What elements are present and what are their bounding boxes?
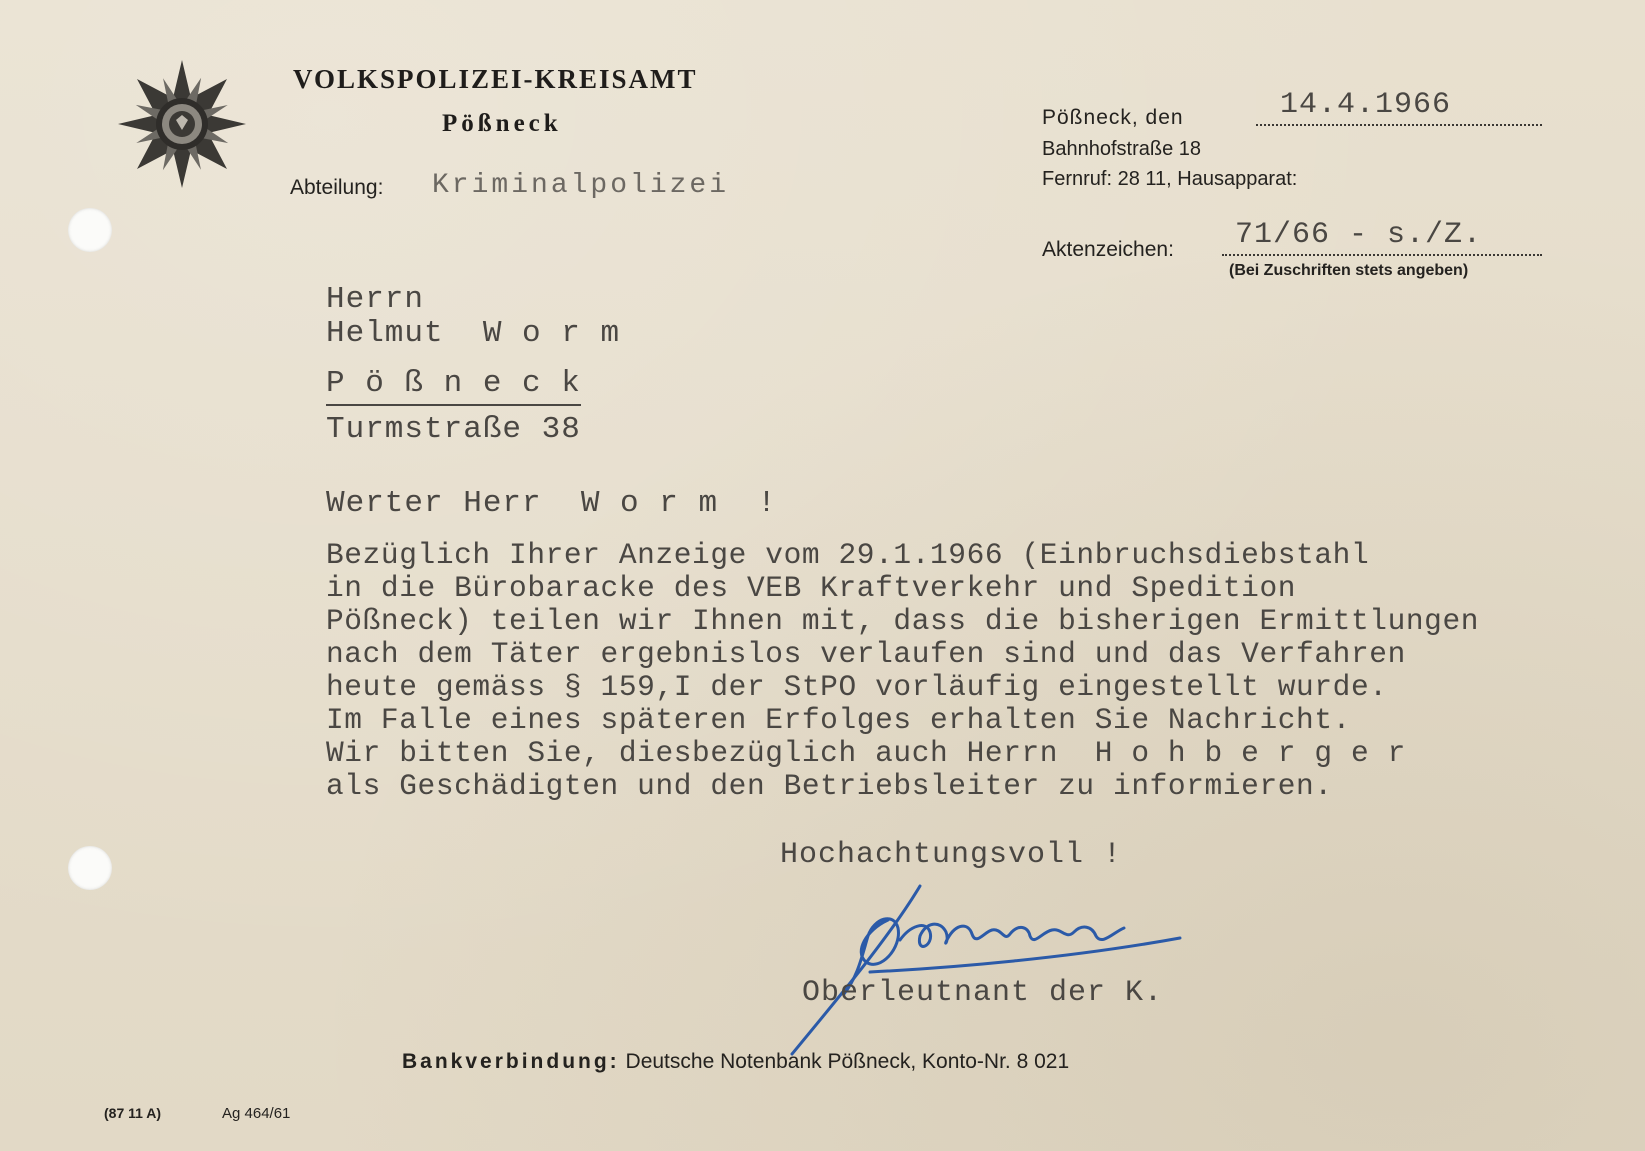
reference-dotted-line [1222, 254, 1542, 256]
punch-hole-bottom [68, 846, 112, 890]
police-star-emblem-icon [118, 58, 246, 190]
recipient-city: P ö ß n e c k [326, 366, 581, 406]
form-number: Ag 464/61 [222, 1105, 291, 1122]
body-line: Bezüglich Ihrer Anzeige vom 29.1.1966 (Einbruchsdiebstahl [326, 538, 1370, 572]
department-value: Kriminalpolizei [432, 170, 730, 201]
bank-value: Deutsche Notenbank Pößneck, Konto-Nr. 8 021 [625, 1050, 1070, 1073]
letter-greeting: Werter Herr W o r m ! [326, 486, 777, 521]
reference-label: Aktenzeichen: [1042, 238, 1174, 261]
handwritten-signature [770, 876, 1230, 1056]
organization-city: Pößneck [442, 110, 562, 137]
punch-hole-top [68, 208, 112, 252]
recipient-name: Helmut W o r m [326, 316, 621, 351]
form-code: (87 11 A) [104, 1105, 162, 1121]
sender-phone: Fernruf: 28 11, Hausapparat: [1042, 168, 1298, 190]
recipient-salutation: Herrn [326, 282, 425, 317]
reference-value: 71/66 - s./Z. [1235, 218, 1483, 252]
body-line: Pößneck) teilen wir Ihnen mit, dass die bisherigen Ermittlungen [326, 604, 1480, 638]
signer-title: Oberleutnant der K. [802, 976, 1164, 1010]
body-line: Wir bitten Sie, diesbezüglich auch Herrn H o h b e r g e r [326, 736, 1406, 770]
reference-note: (Bei Zuschriften stets angeben) [1229, 262, 1469, 279]
place-label: Pößneck, den [1042, 106, 1184, 129]
date-dotted-line [1256, 124, 1542, 126]
body-line: Im Falle eines späteren Erfolges erhalten Sie Nachricht. [326, 703, 1351, 737]
body-line: in die Bürobaracke des VEB Kraftverkehr und Spedition [326, 571, 1297, 605]
body-line: als Geschädigten und den Betriebsleiter zu informieren. [326, 769, 1333, 803]
closing-phrase: Hochachtungsvoll ! [780, 838, 1123, 872]
bank-label: Bankverbindung: [402, 1050, 620, 1073]
body-line: nach dem Täter ergebnislos verlaufen sind und das Verfahren [326, 637, 1406, 671]
bank-details [402, 1050, 1069, 1074]
organization-name: VOLKSPOLIZEI-KREISAMT [293, 64, 698, 94]
department-label: Abteilung: [290, 176, 384, 199]
body-line: heute gemäss § 159,I der StPO vorläufig eingestellt wurde. [326, 670, 1388, 704]
letter-date: 14.4.1966 [1280, 88, 1452, 122]
recipient-street: Turmstraße 38 [326, 412, 581, 447]
sender-street: Bahnhofstraße 18 [1042, 138, 1201, 160]
